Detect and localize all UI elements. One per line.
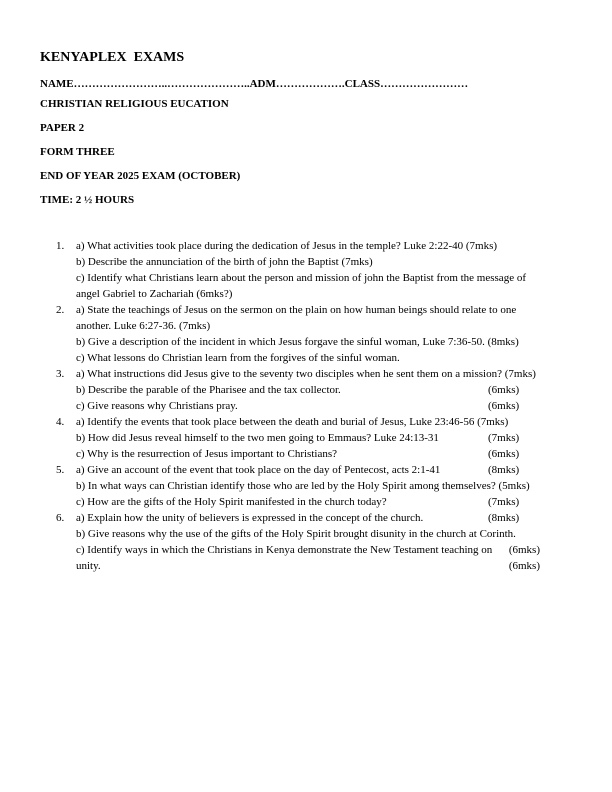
question-number: 3. <box>56 368 65 380</box>
marks-label: (6mks) <box>508 560 540 572</box>
question-part: c) Identify what Christians learn about the person and mission of john the Baptist from the message of angel Gabriel to Zachariah (6mks?) <box>76 272 526 300</box>
question-part: b) How did Jesus reveal himself to the two men going to Emmaus? Luke 24:13-31 <box>76 432 439 444</box>
marks-label: (6mks) <box>508 544 540 556</box>
question-item <box>40 366 540 414</box>
question-part-row <box>76 398 540 414</box>
marks-label: (6mks) <box>488 384 520 396</box>
question-part: a) State the teachings of Jesus on the sermon on the plain on how human beings should relate to one another. Luke 6:27-36. (7mks) <box>76 304 517 332</box>
question-part: a) Give an account of the event that took place on the day of Pentecost, acts 2:1-41 <box>76 464 441 476</box>
question-part-row <box>76 510 540 526</box>
paper-heading: PAPER 2 <box>40 122 85 134</box>
question-part: a) What instructions did Jesus give to the seventy two disciples when he sent them on a mission? (7mks) <box>76 368 536 380</box>
marks-label: (6mks) <box>488 400 520 412</box>
name-adm-class-line: NAME……………………..…………………..ADM……………….CLASS…………………… <box>40 78 469 90</box>
question-number: 6. <box>56 512 65 524</box>
question-part: a) What activities took place during the dedication of Jesus in the temple? Luke 2:22-40 (7mks) <box>76 240 498 252</box>
question-part: c) What lessons do Christian learn from the forgives of the sinful woman. <box>76 352 400 364</box>
marks-label: (7mks) <box>488 432 520 444</box>
question-part: b) Describe the annunciation of the birth of john the Baptist (7mks) <box>76 256 373 268</box>
question-number: 1. <box>56 240 65 252</box>
question-part-row <box>76 446 540 462</box>
marks-label: (7mks) <box>488 496 520 508</box>
question-number: 2. <box>56 304 65 316</box>
question-item <box>40 302 540 366</box>
question-part-row <box>76 462 540 478</box>
question-part: b) In what ways can Christian identify those who are led by the Holy Spirit among themselves? (5mks) <box>76 480 530 492</box>
question-part-row <box>76 382 540 398</box>
question-part-wrapped <box>76 526 540 556</box>
form-heading: FORM THREE <box>40 146 115 158</box>
marks-label: (6mks) <box>488 448 520 460</box>
question-item <box>40 414 540 462</box>
marks-label: (8mks) <box>488 512 520 524</box>
exam-title: KENYAPLEX EXAMS <box>40 50 185 65</box>
question-part-row <box>76 494 540 510</box>
question-part: c) Why is the resurrection of Jesus important to Christians? <box>76 448 337 460</box>
question-part: a) Explain how the unity of believers is expressed in the concept of the church. <box>76 512 424 524</box>
question-part: b) Describe the parable of the Pharisee and the tax collector. <box>76 384 341 396</box>
question-part: c) Give reasons why Christians pray. <box>76 400 238 412</box>
subject-heading: CHRISTIAN RELIGIOUS EUCATION <box>40 98 229 110</box>
question-item <box>40 462 540 510</box>
marks-label: (8mks) <box>488 464 520 476</box>
question-part: c) Identify ways in which the Christians in Kenya demonstrate the New Testament teaching on unity. <box>76 544 493 572</box>
question-item <box>40 510 540 574</box>
time-heading: TIME: 2 ½ HOURS <box>40 194 135 206</box>
question-list <box>40 238 540 574</box>
question-part: b) Give a description of the incident in which Jesus forgave the sinful woman, Luke 7:36-50. (8mks) <box>76 336 519 348</box>
question-part-wrapped <box>76 542 540 574</box>
question-number: 5. <box>56 464 65 476</box>
exam-heading: END OF YEAR 2025 EXAM (OCTOBER) <box>40 170 241 182</box>
question-part: b) Give reasons why the use of the gifts of the Holy Spirit brought disunity in the church at Corinth. <box>76 528 516 540</box>
question-part: a) Identify the events that took place between the death and burial of Jesus, Luke 23:46-56 (7mks) <box>76 416 509 428</box>
question-part: c) How are the gifts of the Holy Spirit manifested in the church today? <box>76 496 387 508</box>
question-item <box>40 238 540 302</box>
question-number: 4. <box>56 416 65 428</box>
question-part-row <box>76 430 540 446</box>
